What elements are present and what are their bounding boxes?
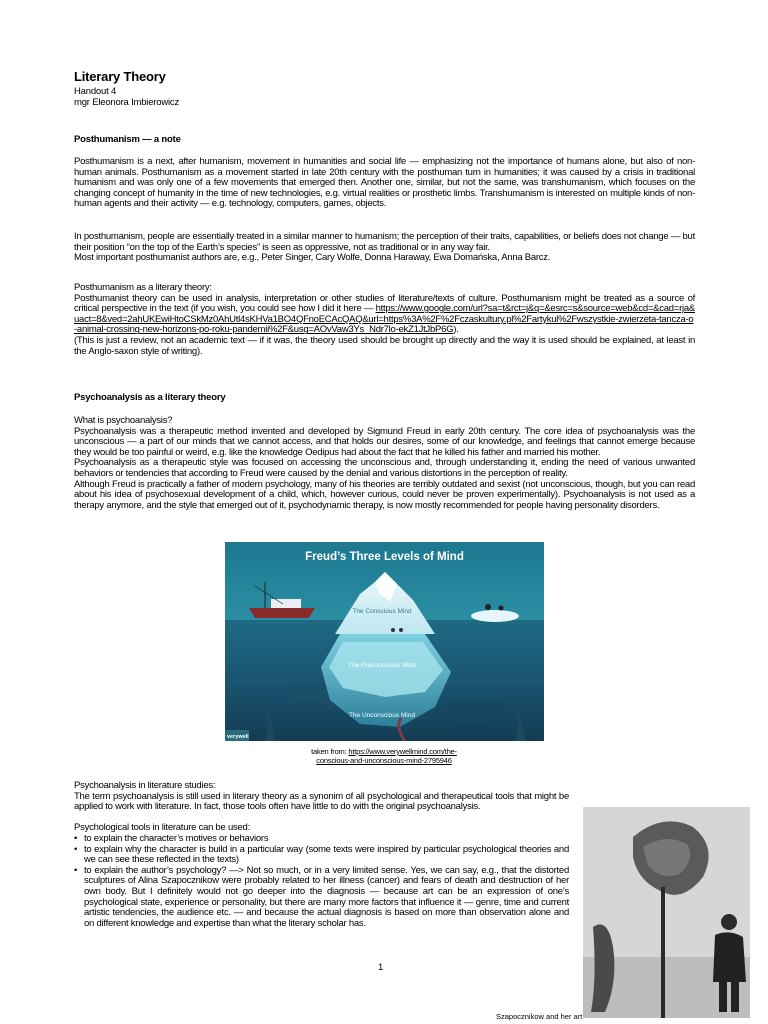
caption-prefix: taken from: — [311, 747, 349, 756]
article-link[interactable]: https://www.google.com/url?sa=t&rct=j&q=&esrc=s&source=web&cd=&cad=rja&uact=8&ved=2ahUKEwiHtoCSkMz0AhUtl4sKHVa1BO4QFnoECAcQAQ&url=https%3A%2F%2Fczaskultury.pl%2Fartykul%2Fwszystkie-zwierzeta-tancza-o-animal-crossing-new-horizons-po-roku-pandemii%2F&usg=AOvVaw3Ys_Ndr7lo-ekZ1JtJbP6G — [74, 303, 695, 336]
review-note: (This is just a review, not an academic text — if it was, the theory used should be brought up directly and the way it is used should be explained, at least in the Anglo-saxon style of writing). — [74, 334, 695, 357]
list-item: • to explain the character’s motives or behaviors — [74, 834, 569, 845]
list-item: • to explain why the character is build in a particular way (some texts were inspired by particular psychological theories and we can see these reflected in the texts) — [74, 845, 569, 866]
photo-caption: Szapocznikow and her art — [496, 1012, 583, 1021]
posthumanism-heading: Posthumanism — a note — [74, 134, 181, 145]
psychoanalysis-block — [74, 416, 695, 511]
psychoanalysis-paragraph-3: Although Freud is practically a father of modern psychology, many of his theories are terribly outdated and sexist (not unconscious, though, but you can read about his idea of psychosexual development of a child, which, however curious, could never be proven experimentally). Psychoanalysis is not used as a therapy anymore, and the style that emerged out of it, psychodynamic therapy, is now mostly recommended for people having personality disorders. — [74, 478, 695, 511]
page-number: 1 — [378, 962, 384, 973]
posthumanism-literary-block — [74, 283, 695, 357]
literature-paragraph: The term psychoanalysis is still used in literary theory as a synonim of all psychological and therapeutical tools that might be applied to work with literature. In fact, those tools often have little to do with the original psychoanalysis. — [74, 790, 569, 813]
tools-label: Psychological tools in literature can be used: — [74, 822, 250, 834]
literary-text-start: Posthumanist theory can be used in analysis, interpretation or other studies of literature/texts of culture. Posthumanism might be treated as a source of critical perspective in the text (if you wish, you could see how I did it here — — [74, 292, 695, 315]
literary-text — [74, 294, 695, 336]
photo-svg — [583, 807, 750, 1018]
iceberg-svg — [225, 542, 544, 741]
preconscious-mind-label: The Preconscious Mind — [348, 662, 416, 669]
posthumanism-paragraph-2 — [74, 232, 695, 264]
figure-title: Freud’s Three Levels of Mind — [305, 551, 464, 563]
figure-caption — [296, 747, 472, 765]
psychoanalysis-paragraph-2: Psychoanalysis as a therapeutic style was focused on accessing the unconscious and, through understanding it, ending the need of various unwanted behaviors or tendencies that according to Freud were caused by the denial and various distortions in the perception of reality. — [74, 457, 695, 479]
tools-list — [74, 834, 569, 929]
szapocznikow-photo — [583, 807, 750, 1018]
list-item: • to explain the author’s psychology? —> Not so much, or in a very limited sense. Yes, we can say, e.g., that the distorted sculptures of Alina Szapocznikow were probably related to her illness (cancer) and fears of death and destruction of her own body. But I definitely would not go deeper into the diagnosis — because art can be an expression of one’s psychological state, experience or personality, but there are many more factors that influence it — genre, time and current artistic tendencies, the audience etc. — and because the actual diagnosis is based on more than observation alone and on different knowledge and expertise than what the literary scholar has. — [74, 866, 569, 930]
paragraph-text: Most important posthumanist authors are, e.g., Peter Singer, Cary Wolfe, Donna Haraway, Ewa Domańska, Anna Barcz. — [74, 252, 551, 264]
freud-iceberg-illustration — [225, 542, 544, 741]
caption-link[interactable]: https://www.verywellmind.com/the-conscious-and-unconscious-mind-2795946 — [316, 747, 457, 765]
verywell-logo: verywell — [227, 734, 249, 740]
psychoanalysis-question: What is psychoanalysis? — [74, 415, 173, 426]
literary-label: Posthumanism as a literary theory: — [74, 282, 212, 293]
document-title: Literary Theory — [74, 69, 166, 84]
ice-floe — [471, 610, 519, 622]
psychoanalysis-paragraph-1: Psychoanalysis was a therapeutic method invented and developed by Sigmund Freud in early 20th century. The core idea of psychoanalysis was the unconscious — a part of our minds that we cannot access, and that holds our desires, some of our knowledge, and feelings that cannot emerge because they would be too painful or weird, e.g. like the knowledge Oedipus had about the fact that he killed his father and married his mother. — [74, 425, 695, 458]
literature-studies-block — [74, 781, 569, 929]
posthumanism-paragraph-1 — [74, 157, 695, 210]
paragraph-text: Posthumanism is a next, after humanism, movement in humanities and social life — emphasizing not the importance of humans alone, but also of non-human animals. Posthumanism as a movement started in late 20th century with the posthuman turn in humanities; it was caused by a crisis in traditional humanism and was only one of a few movements that emerged then. Another one, similar, but not the same, was transhumanism, which focuses on the changing concept of humanity in the time of new technologies, e.g. virtual realities or prosthetic limbs. Transhumanism is interested on multiple kinds of non-human agents and their activity — e.g. technology, computers, games, objects. — [74, 156, 695, 210]
literary-text-end: ). — [453, 324, 459, 336]
psychoanalysis-heading: Psychoanalysis as a literary theory — [74, 392, 226, 403]
conscious-mind-label: The Conscious Mind — [352, 608, 412, 615]
unconscious-mind-label: The Unconscious Mind — [348, 712, 416, 719]
author-name: mgr Eleonora Imbierowicz — [74, 97, 180, 108]
handout-number: Handout 4 — [74, 86, 117, 97]
literature-label: Psychoanalysis in literature studies: — [74, 780, 216, 791]
paragraph-text: In posthumanism, people are essentially treated in a similar manner to humanism; the perception of their traits, capabilities, or beliefs does not change — but their position “on the top of the Earth’s species” is seen as oppressive, not as traditional or in any way fair. — [74, 231, 695, 253]
